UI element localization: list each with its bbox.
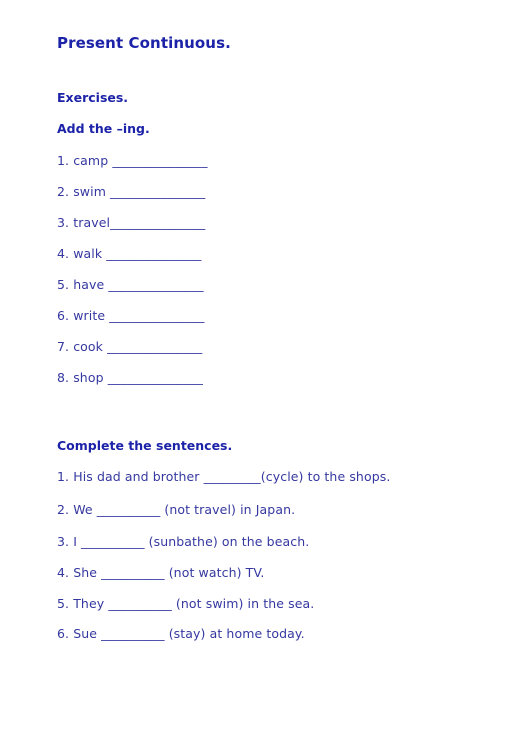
sentence-item-1: 1. His dad and brother _________(cycle) to the shops. — [57, 469, 391, 484]
sentence-item-2: 2. We __________ (not travel) in Japan. — [57, 502, 296, 517]
ing-item-3: 3. travel_______________ — [57, 215, 206, 230]
page-title: Present Continuous. — [57, 34, 231, 52]
ing-item-8: 8. shop _______________ — [57, 370, 203, 385]
ing-item-4: 4. walk _______________ — [57, 246, 202, 261]
ing-item-6: 6. write _______________ — [57, 308, 205, 323]
ing-item-2: 2. swim _______________ — [57, 184, 206, 199]
sentence-item-5: 5. They __________ (not swim) in the sea. — [57, 596, 315, 611]
sentence-item-6: 6. Sue __________ (stay) at home today. — [57, 626, 305, 641]
ing-item-5: 5. have _______________ — [57, 277, 204, 292]
ing-item-7: 7. cook _______________ — [57, 339, 203, 354]
ing-section-heading: Add the –ing. — [57, 121, 150, 136]
sentence-item-4: 4. She __________ (not watch) TV. — [57, 565, 265, 580]
exercises-heading: Exercises. — [57, 90, 129, 105]
ing-item-1: 1. camp _______________ — [57, 153, 208, 168]
sentences-section-heading: Complete the sentences. — [57, 438, 233, 453]
sentence-item-3: 3. I __________ (sunbathe) on the beach. — [57, 534, 310, 549]
